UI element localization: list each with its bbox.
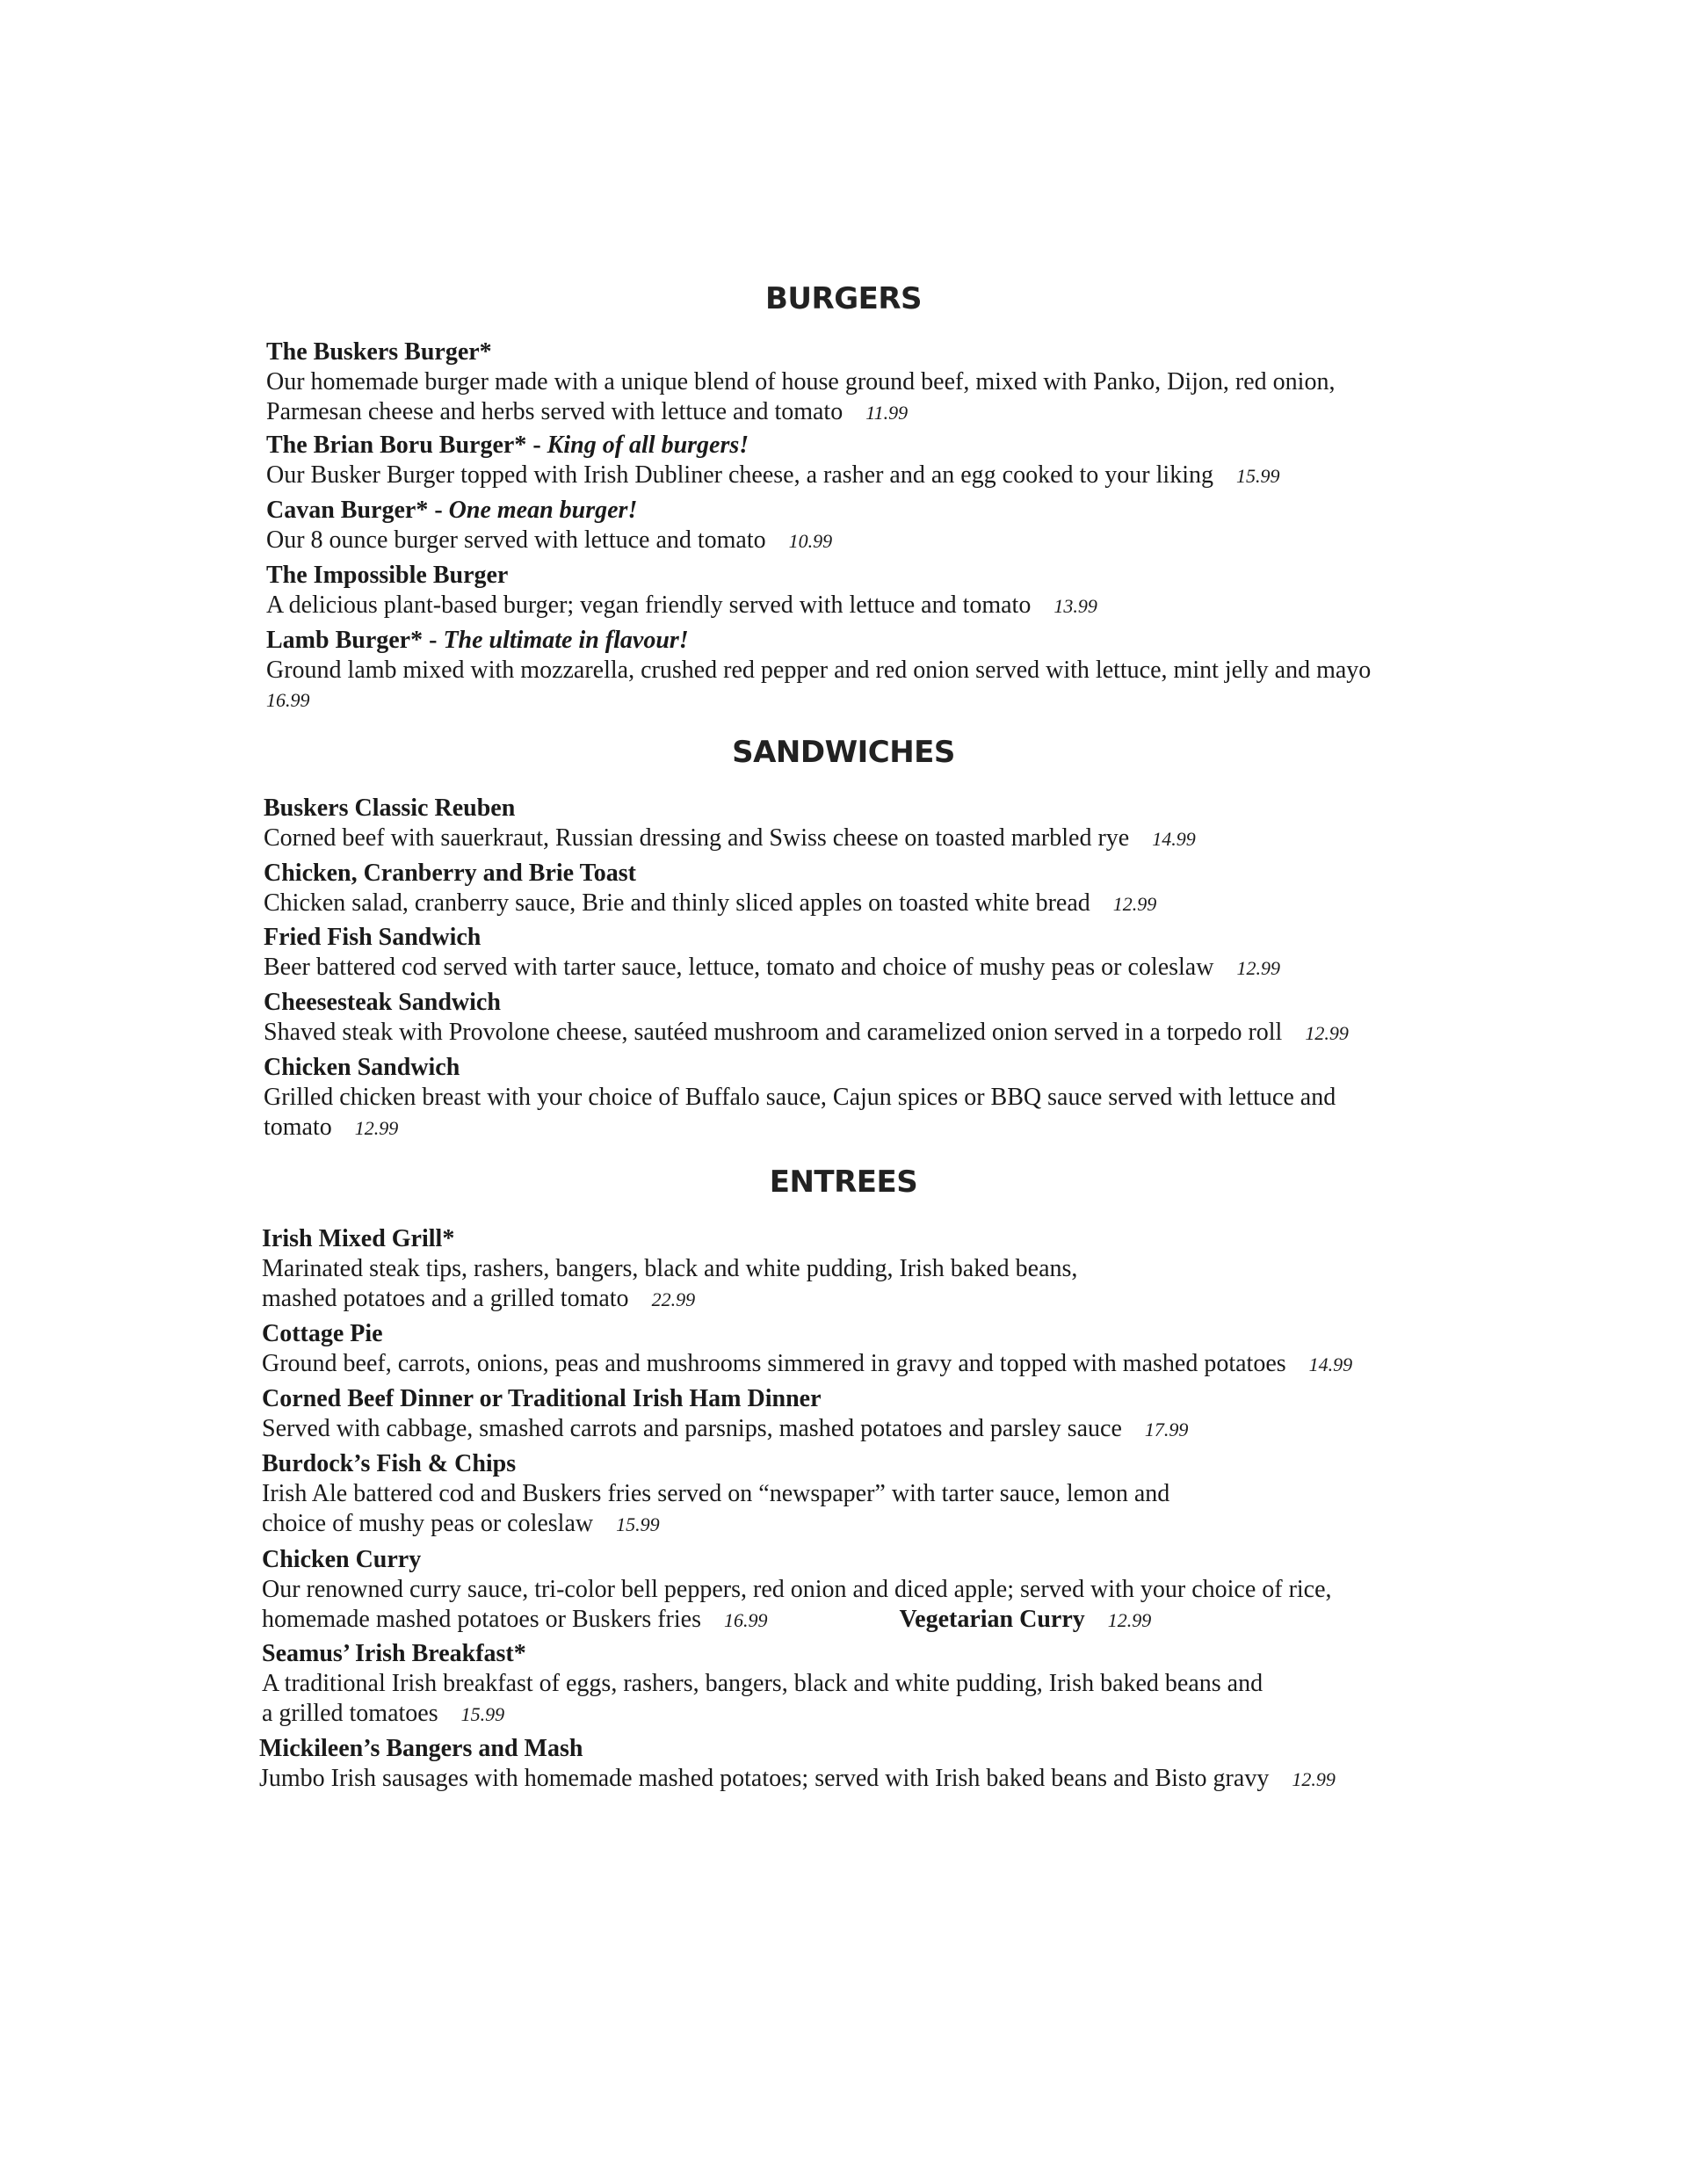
item-description: Jumbo Irish sausages with homemade mashed potatoes; served with Irish baked beans and Bisto gravy 12.99: [259, 1765, 1336, 1792]
item-name: Cottage Pie: [262, 1320, 383, 1347]
item-price: 12.99: [1236, 957, 1280, 979]
item-description: Corned beef with sauerkraut, Russian dressing and Swiss cheese on toasted marbled rye 14.99: [264, 824, 1196, 852]
item-price: 16.99: [723, 1609, 768, 1631]
item-name: Cavan Burger* -: [266, 497, 449, 524]
item-name: Chicken Curry: [262, 1546, 422, 1573]
section-title-sandwiches: SANDWICHES: [732, 735, 955, 770]
item-description: Ground beef, carrots, onions, peas and mushrooms simmered in gravy and topped with mashed potatoes 14.99: [262, 1350, 1353, 1377]
menu-item-fried-fish-sandwich: [264, 923, 1687, 983]
item-price: 16.99: [266, 689, 310, 711]
menu-item-chicken-sandwich: [264, 1053, 1687, 1143]
item-tagline: The ultimate in flavour!: [443, 627, 689, 654]
menu-item-classic-reuben: [264, 794, 1687, 854]
menu-item-cottage-pie: [262, 1319, 1687, 1380]
item-price: 17.99: [1144, 1419, 1189, 1440]
item-name: The Brian Boru Burger* -: [266, 432, 547, 459]
menu-item-fish-and-chips: [262, 1449, 1687, 1540]
item-description: Irish Ale battered cod and Buskers fries served on “newspaper” with tarter sauce, lemon and choice of mushy peas or coleslaw 15.99: [262, 1480, 1170, 1537]
menu-item-impossible-burger: [266, 561, 1687, 621]
item-description: Shaved steak with Provolone cheese, sautéed mushroom and caramelized onion served in a torpedo roll 12.99: [264, 1019, 1349, 1046]
item-price: 22.99: [651, 1288, 696, 1310]
item-name: Chicken, Cranberry and Brie Toast: [264, 860, 636, 887]
menu-item-buskers-burger: [266, 337, 1687, 428]
item-price: 13.99: [1053, 595, 1097, 617]
item-description: A traditional Irish breakfast of eggs, rashers, bangers, black and white pudding, Irish baked beans and a grilled tomatoes 15.99: [262, 1670, 1263, 1727]
item-price: 12.99: [1112, 893, 1157, 915]
item-description: Our renowned curry sauce, tri-color bell peppers, red onion and diced apple; served with your choice of rice, homemade mashed potatoes or Buskers fries 16.99 Vegetarian Curry 12.99: [262, 1576, 1332, 1633]
item-description: A delicious plant-based burger; vegan friendly served with lettuce and tomato 13.99: [266, 591, 1097, 619]
item-description: Our homemade burger made with a unique blend of house ground beef, mixed with Panko, Dijon, red onion, Parmesan cheese and herbs served with lettuce and tomato 11.99: [266, 368, 1336, 425]
item-description: Chicken salad, cranberry sauce, Brie and thinly sliced apples on toasted white bread 12.99: [264, 889, 1157, 917]
item-description: Beer battered cod served with tarter sauce, lettuce, tomato and choice of mushy peas or coleslaw 12.99: [264, 954, 1280, 981]
item-price: 15.99: [1235, 465, 1280, 487]
menu-item-irish-mixed-grill: [262, 1224, 1687, 1315]
item-description: Our Busker Burger topped with Irish Dubliner cheese, a rasher and an egg cooked to your liking 15.99: [266, 461, 1280, 489]
item-price: 15.99: [460, 1703, 505, 1725]
item-name: Fried Fish Sandwich: [264, 924, 481, 951]
menu-item-corned-beef-dinner: [262, 1384, 1687, 1445]
menu-item-chicken-cranberry-brie: [264, 859, 1687, 919]
item-name: Lamb Burger* -: [266, 627, 444, 654]
item-name: Chicken Sandwich: [264, 1054, 460, 1081]
item-name: Irish Mixed Grill*: [262, 1225, 455, 1252]
item-price: 12.99: [1292, 1768, 1336, 1790]
item-price: 14.99: [1308, 1353, 1353, 1375]
item-name: Buskers Classic Reuben: [264, 795, 516, 822]
section-title-entrees: ENTREES: [769, 1165, 918, 1200]
item-name: The Buskers Burger*: [266, 338, 492, 366]
item-price: 12.99: [354, 1117, 399, 1139]
menu-item-irish-breakfast: [262, 1639, 1687, 1730]
item-price: 15.99: [616, 1513, 660, 1535]
item-price: 14.99: [1152, 828, 1196, 850]
section-title-burgers: BURGERS: [764, 281, 922, 316]
menu-item-cheesesteak-sandwich: [264, 988, 1687, 1048]
item-name: Seamus’ Irish Breakfast*: [262, 1640, 526, 1667]
menu-item-lamb-burger: [266, 626, 1687, 715]
menu-item-chicken-curry: [262, 1545, 1687, 1636]
item-name: Burdock’s Fish & Chips: [262, 1450, 517, 1477]
item-name: Cheesesteak Sandwich: [264, 989, 501, 1016]
menu-item-bangers-and-mash: [259, 1734, 1687, 1795]
vegetarian-curry-name: Vegetarian Curry: [899, 1606, 1085, 1633]
item-description: Marinated steak tips, rashers, bangers, black and white pudding, Irish baked beans, mashed potatoes and a grilled tomato 22.99: [262, 1255, 1078, 1312]
item-description: Ground lamb mixed with mozzarella, crushed red pepper and red onion served with lettuce, mint jelly and mayo 16.99: [266, 656, 1687, 715]
item-tagline: One mean burger!: [448, 497, 638, 524]
menu-item-cavan-burger: [266, 496, 1687, 556]
item-price: 10.99: [788, 530, 833, 552]
item-name: The Impossible Burger: [266, 562, 509, 589]
item-description: Our 8 ounce burger served with lettuce and tomato 10.99: [266, 526, 833, 554]
item-name: Corned Beef Dinner or Traditional Irish Ham Dinner: [262, 1385, 822, 1412]
vegetarian-curry-price: 12.99: [1107, 1609, 1152, 1631]
item-description: Served with cabbage, smashed carrots and parsnips, mashed potatoes and parsley sauce 17.99: [262, 1415, 1189, 1442]
item-description: Grilled chicken breast with your choice of Buffalo sauce, Cajun spices or BBQ sauce served with lettuce and tomato 12.99: [264, 1084, 1336, 1141]
menu-item-brian-boru-burger: [266, 431, 1687, 491]
item-name: Mickileen’s Bangers and Mash: [259, 1735, 583, 1762]
item-price: 12.99: [1305, 1022, 1349, 1044]
item-tagline: King of all burgers!: [547, 432, 749, 459]
item-price: 11.99: [865, 402, 909, 424]
